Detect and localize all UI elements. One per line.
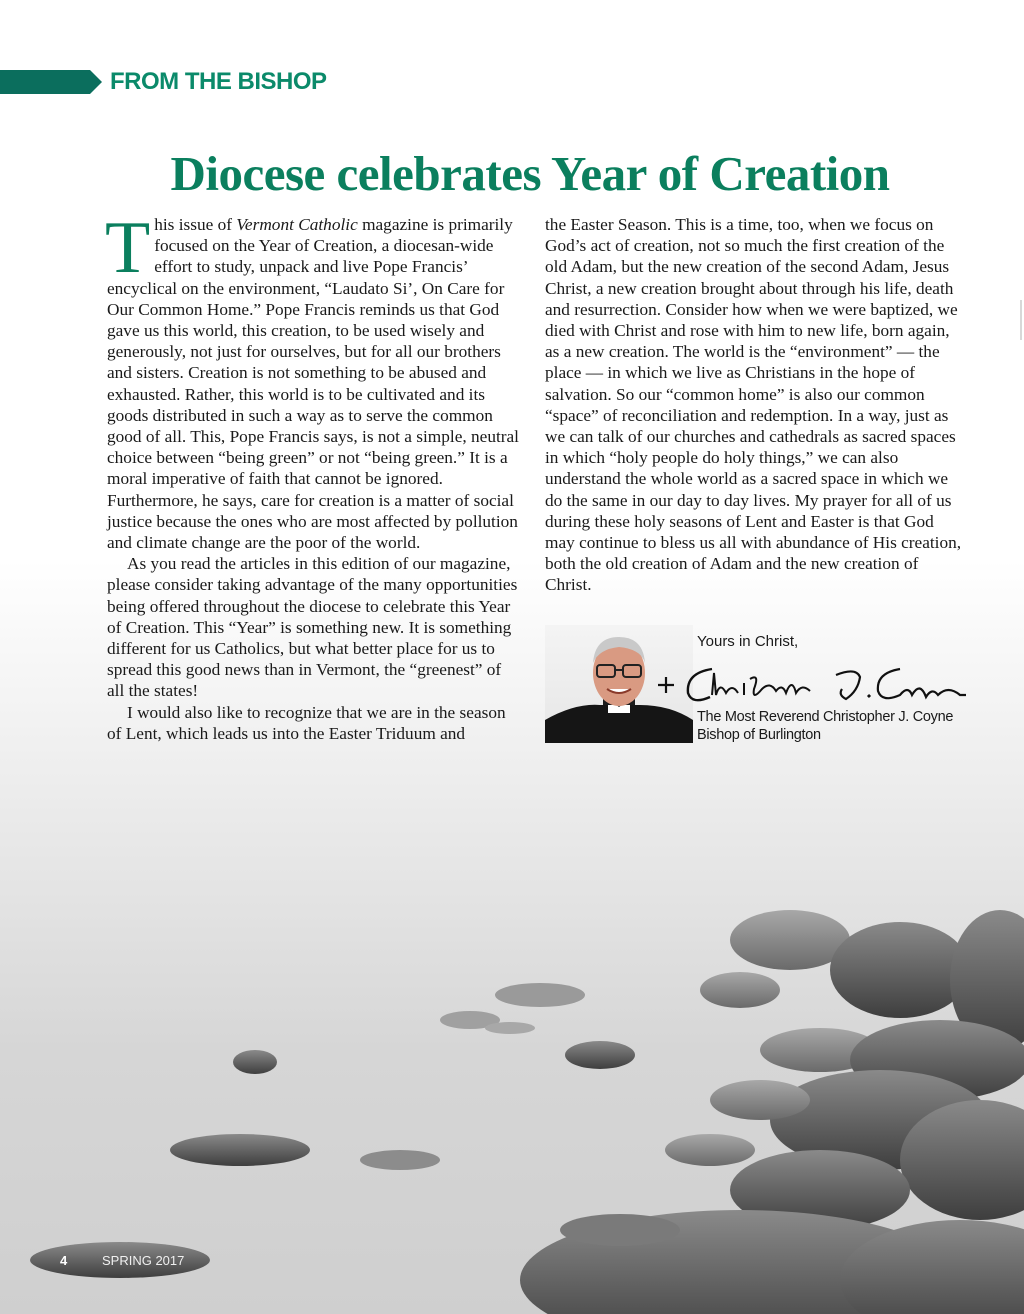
signature-image: [650, 655, 970, 711]
article-column-left: [105, 207, 519, 744]
headline: Diocese celebrates Year of Creation: [170, 146, 890, 201]
article-lead-text: his issue of: [154, 215, 237, 234]
section-label: FROM THE BISHOP: [110, 68, 327, 95]
signer-name: The Most Reverend Christopher J. Coyne: [697, 709, 954, 725]
page-number: 4: [60, 1253, 68, 1268]
article-column-right: [545, 214, 965, 596]
article-paragraph: I would also like to recognize that we are in the season of Lent, which leads us into the Easter Triduum and: [107, 702, 506, 743]
section-bar-accent: [0, 70, 102, 94]
article-paragraph: As you read the articles in this edition of our magazine, please consider taking advantage of the many opportunities being offered throughout the diocese to celebrate this Year of Creation. This “Year” is something new. It is something different for us Catholics, but what better place for us to spread this good news than in Vermont, the “greenest” of all the states!: [107, 554, 518, 701]
signer-title: Bishop of Burlington: [697, 727, 821, 743]
issue-label: SPRING 2017: [102, 1253, 185, 1268]
rocks-photo: [0, 860, 1024, 1314]
article-paragraph: the Easter Season. This is a time, too, when we focus on God’s act of creation, not so much the first creation of the old Adam, but the new creation of the second Adam, Jesus Christ, a new creation brought about through his life, death and resurrection. Consider how when we were baptized, we died with Christ and rose with him to new life, born again, as a new creation. The world is the “environment” — the place — in which we live as Christians in the hope of salvation. So our “common home” is also our common “space” of reconciliation and redemption. In a way, just as we can talk of our churches and cathedrals as sacred spaces in which “holy people do holy things,” we can also understand the whole world as a sacred space in which we do the same in our day to day lives. My prayer for all of us during these holy seasons of Lent and Easter is that God may continue to bless us all with abundance of His creation, both the old creation of Adam and the new creation of Christ.: [545, 215, 962, 595]
magazine-title: Vermont Catholic: [236, 215, 358, 234]
closing-line: Yours in Christ,: [697, 633, 799, 650]
article-text: magazine is primarily focused on the Year of Creation, a diocesan-wide effort to study, unpack and live Pope Francis’ encyclical on the environment, “Laudato Si’, On Care for Our Common Home.” Pope Francis reminds us that God gave us this world, this creation, to be used wisely and generously, not just for ourselves, but for all our brothers and sisters. Creation is not something to be abused and exhausted. Rather, this world is to be cultivated and its goods distributed in such a way as to serve the common good of all. This, Pope Francis says, is not a simple, neutral choice between “being green” or not “being green.” It is a moral imperative of faith that cannot be ignored. Furthermore, he says, care for creation is a matter of social justice because the ones who are most affected by pollution and climate change are the poor of the world.: [107, 215, 519, 553]
drop-cap: T: [105, 207, 151, 289]
article-paragraph: [105, 207, 519, 553]
page-edge-marker: [1020, 300, 1022, 340]
